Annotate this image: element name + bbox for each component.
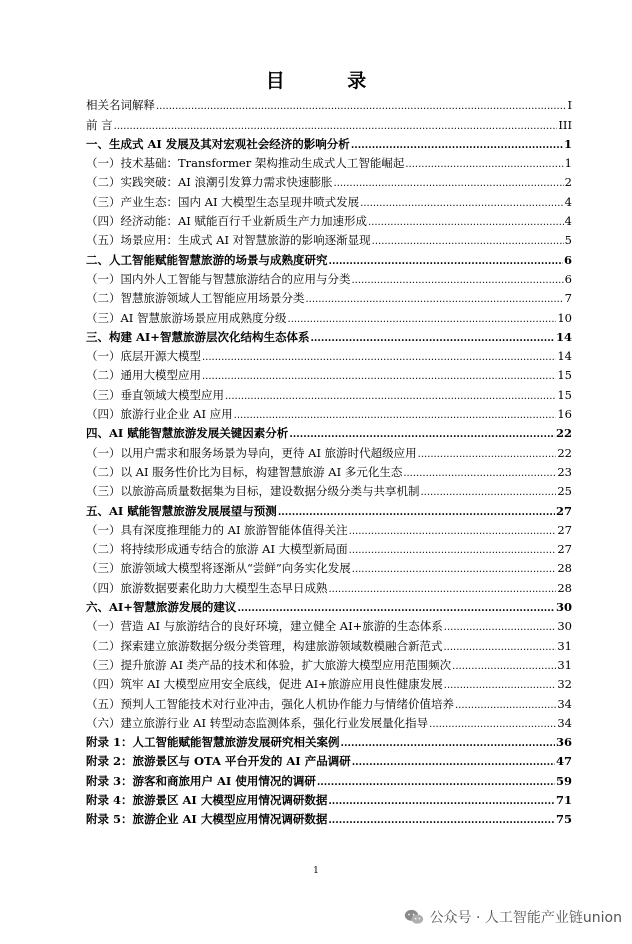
toc-entry-title: （四）经济动能：AI 赋能百行千业新质生产力加速形成 bbox=[86, 214, 368, 229]
toc-entry-title: （二）将持续形成通专结合的旅游 AI 大模型新局面 bbox=[86, 542, 348, 557]
toc-entry-title: （二）以 AI 服务性价比为目标，构建智慧旅游 AI 多元化生态 bbox=[86, 464, 403, 479]
toc-entry[interactable] bbox=[86, 424, 572, 443]
toc-entry-page: 14 bbox=[555, 329, 572, 344]
toc-entry-page: 1 bbox=[563, 136, 572, 151]
toc-entry-title: （四）旅游行业企业 AI 应用 bbox=[86, 407, 233, 422]
toc-entry-title: （三）旅游领域大模型将逐渐从“尝鲜”向务实化发展 bbox=[86, 561, 351, 576]
toc-entry-page: 30 bbox=[557, 619, 572, 634]
toc-dot-leader bbox=[444, 675, 557, 694]
toc-entry-page: 16 bbox=[557, 407, 572, 422]
toc-dot-leader bbox=[405, 154, 563, 173]
toc-entry-page: 31 bbox=[557, 657, 572, 672]
toc-entry-title: （四）筑牢 AI 大模型应用安全底线，促进 AI+旅游应用良性健康发展 bbox=[86, 677, 443, 692]
toc-entry-page: 36 bbox=[555, 735, 572, 750]
toc-entry-title: 六、AI+智慧旅游发展的建议 bbox=[86, 600, 237, 615]
toc-dot-leader bbox=[334, 173, 564, 192]
toc-dot-leader bbox=[329, 251, 563, 270]
toc-entry-title: 一、生成式 AI 发展及其对宏观社会经济的影响分析 bbox=[86, 136, 350, 151]
toc-entry-title: （五）预判人工智能技术对行业冲击，强化人机协作能力与情绪价值培养 bbox=[86, 696, 454, 711]
toc-entry[interactable] bbox=[86, 482, 572, 501]
toc-dot-leader bbox=[234, 405, 557, 424]
toc-entry[interactable] bbox=[86, 405, 572, 424]
toc-entry-page: 6 bbox=[563, 252, 572, 267]
toc-entry-title: （一）以用户需求和服务场景为导向，更待 AI 旅游时代超级应用 bbox=[86, 445, 417, 460]
toc-entry-page: 15 bbox=[557, 387, 572, 402]
toc-dot-leader bbox=[421, 482, 557, 501]
toc-dot-leader bbox=[202, 366, 556, 385]
toc-entry-page: 47 bbox=[555, 754, 572, 769]
toc-entry-page: 34 bbox=[557, 696, 572, 711]
toc-entry-title: （一）营造 AI 与旅游结合的良好环境，建立健全 AI+旅游的生态体系 bbox=[86, 619, 443, 634]
toc-dot-leader bbox=[444, 637, 557, 656]
toc-dot-leader bbox=[452, 656, 556, 675]
toc-entry-page: 5 bbox=[564, 233, 572, 248]
toc-entry[interactable] bbox=[86, 289, 572, 308]
toc-dot-leader bbox=[317, 772, 555, 791]
toc-entry-title: （三）垂直领域大模型应用 bbox=[86, 387, 224, 402]
toc-dot-leader bbox=[306, 289, 564, 308]
toc-entry-page: 30 bbox=[555, 600, 572, 615]
toc-entry[interactable] bbox=[86, 328, 572, 347]
toc-dot-leader bbox=[310, 328, 555, 347]
toc-entry-page: 27 bbox=[555, 503, 572, 518]
toc-entry-title: 附录 3：游客和商旅用户 AI 使用情况的调研 bbox=[86, 773, 316, 788]
toc-entry-page: 71 bbox=[555, 792, 572, 807]
toc-dot-leader bbox=[444, 617, 557, 636]
toc-entry[interactable] bbox=[86, 366, 572, 385]
toc-entry-page: 31 bbox=[557, 638, 572, 653]
toc-dot-leader bbox=[328, 791, 555, 810]
toc-entry[interactable] bbox=[86, 385, 572, 404]
toc-dot-leader bbox=[114, 116, 558, 135]
wechat-account-label: 公众号 · 人工智能产业链union bbox=[429, 910, 622, 926]
wechat-icon bbox=[404, 908, 424, 926]
toc-entry-title: （五）场景应用：生成式 AI 对智慧旅游的影响逐渐显现 bbox=[86, 233, 371, 248]
toc-entry-page: 27 bbox=[557, 542, 572, 557]
toc-entry[interactable] bbox=[86, 752, 572, 771]
toc-dot-leader bbox=[328, 810, 555, 829]
toc-dot-leader bbox=[349, 540, 557, 559]
toc-entry-page: I bbox=[567, 98, 572, 113]
toc-entry-title: 五、AI 赋能智慧旅游发展展望与预测 bbox=[86, 503, 277, 518]
toc-entry-title: 附录 4：旅游景区 AI 大模型应用情况调研数据 bbox=[86, 792, 328, 807]
toc-entry-title: （一）技术基础：Transformer 架构推动生成式人工智能崛起 bbox=[86, 156, 405, 171]
toc-entry[interactable] bbox=[86, 463, 572, 482]
toc-entry[interactable] bbox=[86, 694, 572, 713]
toc-entry[interactable] bbox=[86, 192, 572, 211]
toc-entry[interactable] bbox=[86, 771, 572, 790]
toc-entry[interactable] bbox=[86, 636, 572, 655]
toc-entry[interactable] bbox=[86, 521, 572, 540]
toc-entry-page: 32 bbox=[557, 677, 572, 692]
toc-entry[interactable] bbox=[86, 714, 572, 733]
toc-entry-title: （二）探索建立旅游数据分级分类管理，构建旅游领域数模融合新范式 bbox=[86, 638, 443, 653]
toc-entry-title: （一）国内外人工智能与智慧旅游结合的应用与分类 bbox=[86, 271, 351, 286]
toc-entry-title: （三）提升旅游 AI 类产品的技术和体验，扩大旅游大模型应用范围频次 bbox=[86, 657, 452, 672]
toc-dot-leader bbox=[360, 193, 564, 212]
toc-entry-page: 1 bbox=[564, 156, 572, 171]
toc-entry-title: （六）建立旅游行业 AI 转型动态监测体系，强化行业发展量化指导 bbox=[86, 715, 429, 730]
toc-entry-title: （二）实践突破：AI 浪潮引发算力需求快速膨胀 bbox=[86, 175, 333, 190]
toc-dot-leader bbox=[368, 212, 564, 231]
toc-dot-leader bbox=[352, 752, 555, 771]
page-title: 目 录 bbox=[265, 70, 395, 92]
toc-dot-leader bbox=[288, 309, 557, 328]
toc-dot-leader bbox=[403, 463, 556, 482]
wechat-footer[interactable] bbox=[404, 904, 622, 930]
toc-entry-title: 附录 1：人工智能赋能智慧旅游发展研究相关案例 bbox=[86, 735, 340, 750]
toc-dot-leader bbox=[372, 231, 564, 250]
page-number: 1 bbox=[313, 866, 319, 876]
toc-entry[interactable] bbox=[86, 617, 572, 636]
toc-entry-page: 25 bbox=[557, 484, 572, 499]
toc-entry[interactable] bbox=[86, 212, 572, 231]
table-of-contents bbox=[86, 96, 572, 829]
toc-entry-title: 相关名词解释 bbox=[86, 98, 155, 113]
toc-entry[interactable] bbox=[86, 347, 572, 366]
toc-entry[interactable] bbox=[86, 270, 572, 289]
toc-entry-page: 75 bbox=[555, 812, 572, 827]
toc-dot-leader bbox=[351, 135, 563, 154]
toc-entry-page: 23 bbox=[557, 464, 572, 479]
toc-entry[interactable] bbox=[86, 501, 572, 520]
toc-entry-title: （二）通用大模型应用 bbox=[86, 368, 201, 383]
toc-dot-leader bbox=[225, 386, 556, 405]
toc-entry[interactable] bbox=[86, 250, 572, 269]
toc-entry-page: 28 bbox=[557, 561, 572, 576]
toc-entry-title: 附录 2：旅游景区与 OTA 平台开发的 AI 产品调研 bbox=[86, 754, 351, 769]
toc-entry[interactable] bbox=[86, 559, 572, 578]
toc-entry-page: 22 bbox=[557, 445, 572, 460]
toc-entry[interactable] bbox=[86, 598, 572, 617]
toc-dot-leader bbox=[341, 733, 555, 752]
toc-entry-title: （三）以旅游高质量数据集为目标，建设数据分级分类与共享机制 bbox=[86, 484, 420, 499]
toc-entry-title: （二）智慧旅游领域人工智能应用场景分类 bbox=[86, 291, 305, 306]
toc-entry[interactable] bbox=[86, 578, 572, 597]
toc-dot-leader bbox=[289, 424, 555, 443]
toc-entry[interactable] bbox=[86, 675, 572, 694]
toc-entry[interactable] bbox=[86, 733, 572, 752]
toc-entry[interactable] bbox=[86, 173, 572, 192]
toc-entry-page: 22 bbox=[555, 426, 572, 441]
toc-entry-page: 10 bbox=[557, 310, 572, 325]
toc-entry-page: 15 bbox=[557, 368, 572, 383]
toc-entry-title: （四）旅游数据要素化助力大模型生态早日成熟 bbox=[86, 580, 328, 595]
toc-dot-leader bbox=[429, 714, 556, 733]
toc-entry[interactable] bbox=[86, 308, 572, 327]
toc-dot-leader bbox=[352, 270, 564, 289]
toc-dot-leader bbox=[418, 444, 557, 463]
toc-entry-title: （三）AI 智慧旅游场景应用成熟度分级 bbox=[86, 310, 287, 325]
toc-entry-page: 4 bbox=[564, 214, 572, 229]
toc-dot-leader bbox=[156, 96, 566, 115]
toc-entry-page: 28 bbox=[557, 580, 572, 595]
toc-dot-leader bbox=[352, 559, 557, 578]
toc-entry[interactable] bbox=[86, 443, 572, 462]
toc-dot-leader bbox=[237, 598, 555, 617]
toc-entry-title: 三、构建 AI+智慧旅游层次化结构生态体系 bbox=[86, 329, 310, 344]
toc-dot-leader bbox=[349, 521, 557, 540]
toc-dot-leader bbox=[278, 502, 555, 521]
toc-entry-title: 四、AI 赋能智慧旅游发展关键因素分析 bbox=[86, 426, 289, 441]
toc-entry-page: 14 bbox=[557, 349, 572, 364]
toc-entry-title: 附录 5：旅游企业 AI 大模型应用情况调研数据 bbox=[86, 812, 328, 827]
toc-entry[interactable] bbox=[86, 656, 572, 675]
toc-entry-title: （一）底层开源大模型 bbox=[86, 349, 201, 364]
toc-entry[interactable] bbox=[86, 154, 572, 173]
toc-entry[interactable] bbox=[86, 135, 572, 154]
toc-entry-page: III bbox=[558, 117, 572, 132]
toc-entry-title: （一）具有深度推理能力的 AI 旅游智能体值得关注 bbox=[86, 522, 348, 537]
toc-entry-page: 27 bbox=[557, 522, 572, 537]
toc-dot-leader bbox=[455, 695, 556, 714]
toc-entry[interactable] bbox=[86, 96, 572, 115]
toc-entry[interactable] bbox=[86, 231, 572, 250]
toc-entry-title: （三）产业生态：国内 AI 大模型生态呈现井喷式发展 bbox=[86, 194, 360, 209]
toc-entry[interactable] bbox=[86, 791, 572, 810]
toc-entry[interactable] bbox=[86, 810, 572, 829]
toc-entry-page: 34 bbox=[557, 715, 572, 730]
toc-dot-leader bbox=[329, 579, 557, 598]
toc-entry-title: 前 言 bbox=[86, 117, 113, 132]
toc-entry[interactable] bbox=[86, 115, 572, 134]
toc-entry-page: 7 bbox=[564, 291, 572, 306]
toc-entry-page: 6 bbox=[564, 271, 572, 286]
toc-entry-title: 二、人工智能赋能智慧旅游的场景与成熟度研究 bbox=[86, 252, 328, 267]
toc-entry-page: 4 bbox=[564, 194, 572, 209]
toc-entry[interactable] bbox=[86, 540, 572, 559]
toc-entry-page: 59 bbox=[555, 773, 572, 788]
toc-dot-leader bbox=[202, 347, 556, 366]
toc-entry-page: 2 bbox=[564, 175, 572, 190]
